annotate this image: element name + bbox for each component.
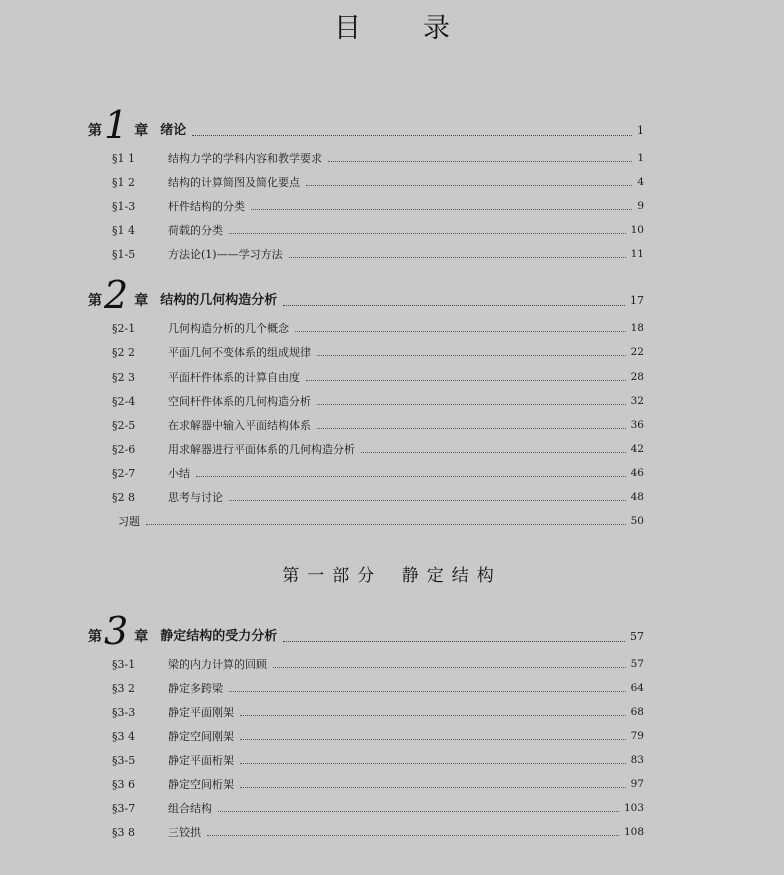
section-number: §2-6 [112, 442, 136, 456]
toc-entry[interactable] [112, 821, 644, 843]
dot-leader [240, 763, 626, 764]
section-title: 结构力学的学科内容和教学要求 [168, 152, 322, 165]
page-number: 83 [630, 754, 644, 766]
toc-entry[interactable] [112, 390, 644, 412]
section-title: 杆件结构的分类 [168, 200, 245, 213]
section-number: §2-7 [112, 466, 136, 480]
section-number: §2 2 [112, 345, 135, 359]
section-title: 小结 [168, 467, 190, 480]
section-number: §1-5 [112, 247, 136, 261]
dot-leader [229, 500, 626, 501]
section-number: §3-7 [112, 801, 136, 815]
page-number: 18 [630, 322, 644, 334]
toc-entry[interactable] [112, 341, 644, 363]
toc-entry[interactable] [112, 366, 644, 388]
section-title: 静定空间桁架 [168, 778, 234, 791]
section-title: 静定多跨梁 [168, 682, 223, 695]
chapter-suffix: 章 [134, 629, 149, 645]
chapter-title: 静定结构的受力分析 [160, 629, 278, 644]
section-number: §3 6 [112, 777, 135, 791]
page-number: 10 [630, 224, 644, 236]
dot-leader [328, 161, 632, 162]
dot-leader [317, 355, 626, 356]
dot-leader [283, 641, 625, 642]
chapter-2-heading[interactable] [88, 273, 644, 317]
dot-leader [207, 835, 619, 836]
section-number: §3-5 [112, 753, 136, 767]
page-number: 108 [623, 826, 644, 838]
dot-leader [229, 233, 626, 234]
page-number: 48 [630, 491, 644, 503]
page-title: 目录 [334, 13, 512, 44]
section-title: 方法论(1)——学习方法 [168, 248, 283, 261]
toc-entry[interactable] [112, 317, 644, 339]
part-title: 静定结构 [401, 566, 502, 586]
section-number: §2-4 [112, 394, 136, 408]
toc-entry[interactable] [112, 773, 644, 795]
section-number: §1 2 [112, 175, 135, 189]
section-number: §2-1 [112, 321, 136, 335]
dot-leader [229, 691, 626, 692]
dot-leader [289, 257, 626, 258]
section-title: 静定空间刚架 [168, 730, 234, 743]
section-number: §3-1 [112, 657, 136, 671]
section-title: 在求解器中输入平面结构体系 [168, 419, 311, 432]
chapter-number: 1 [104, 103, 129, 147]
section-number: §3-3 [112, 705, 136, 719]
dot-leader [192, 135, 632, 136]
page-number: 79 [630, 730, 644, 742]
toc-entry[interactable] [112, 486, 644, 508]
dot-leader [295, 331, 626, 332]
toc-entry[interactable] [112, 701, 644, 723]
page-number: 64 [630, 682, 644, 694]
toc-entry[interactable] [112, 414, 644, 436]
toc-entry-exercises[interactable] [118, 510, 644, 532]
page-number: 17 [630, 294, 644, 307]
page-number: 46 [630, 467, 644, 479]
section-title: 用求解器进行平面体系的几何构造分析 [168, 443, 355, 456]
section-title: 三铰拱 [168, 826, 201, 839]
dot-leader [306, 185, 632, 186]
dot-leader [361, 452, 626, 453]
page-number: 28 [630, 371, 644, 383]
toc-entry[interactable] [112, 195, 644, 217]
chapter-prefix: 第 [88, 293, 102, 309]
section-title: 平面几何不变体系的组成规律 [168, 346, 311, 359]
page-number: 4 [637, 176, 644, 188]
page-number: 1 [637, 152, 644, 164]
page-number: 42 [630, 443, 644, 455]
page-number: 57 [630, 630, 644, 643]
section-title: 荷载的分类 [168, 224, 223, 237]
part-label: 第一部分 [282, 566, 383, 586]
section-number: §3 4 [112, 729, 135, 743]
section-title: 静定平面桁架 [168, 754, 234, 767]
section-number: §2 8 [112, 490, 135, 504]
dot-leader [273, 667, 626, 668]
chapter-title: 结构的几何构造分析 [160, 293, 278, 308]
dot-leader [218, 811, 619, 812]
dot-leader [240, 739, 626, 740]
toc-entry[interactable] [112, 725, 644, 747]
section-number: §3 8 [112, 825, 135, 839]
toc-entry[interactable] [112, 677, 644, 699]
section-title: 组合结构 [168, 802, 212, 815]
toc-entry[interactable] [112, 653, 644, 675]
chapter-prefix: 第 [88, 123, 102, 139]
page-number: 50 [630, 515, 644, 527]
toc-entry[interactable] [112, 147, 644, 169]
toc-entry[interactable] [112, 219, 644, 241]
section-title: 平面杆件体系的计算自由度 [168, 371, 300, 384]
toc-entry[interactable] [112, 243, 644, 265]
section-number: §1 1 [112, 151, 135, 165]
part-heading [0, 561, 784, 586]
chapter-prefix: 第 [88, 629, 102, 645]
chapter-1-heading[interactable] [88, 103, 644, 147]
chapter-number: 3 [104, 609, 129, 653]
page-number: 103 [623, 802, 644, 814]
toc-entry[interactable] [112, 171, 644, 193]
section-number: §2 3 [112, 370, 135, 384]
page-number: 97 [630, 778, 644, 790]
section-title: 思考与讨论 [168, 491, 223, 504]
page-number: 68 [630, 706, 644, 718]
dot-leader [283, 305, 625, 306]
dot-leader [317, 404, 626, 405]
page-number: 9 [637, 200, 644, 212]
toc-entry[interactable] [112, 438, 644, 460]
section-title: 习题 [118, 515, 140, 528]
page-number: 22 [630, 346, 644, 358]
toc-entry[interactable] [112, 797, 644, 819]
chapter-3-heading[interactable] [88, 609, 644, 653]
page-number: 11 [630, 248, 644, 260]
dot-leader [146, 524, 626, 525]
section-title: 结构的计算简图及简化要点 [168, 176, 300, 189]
section-number: §3 2 [112, 681, 135, 695]
dot-leader [251, 209, 632, 210]
dot-leader [306, 380, 626, 381]
dot-leader [240, 715, 626, 716]
section-title: 梁的内力计算的回顾 [168, 658, 267, 671]
toc-entry[interactable] [112, 749, 644, 771]
chapter-number: 2 [104, 273, 129, 317]
section-title: 空间杆件体系的几何构造分析 [168, 395, 311, 408]
chapter-title: 绪论 [160, 123, 187, 138]
section-number: §1 4 [112, 223, 135, 237]
page-number: 57 [630, 658, 644, 670]
page-number: 1 [637, 124, 644, 137]
section-title: 静定平面刚架 [168, 706, 234, 719]
chapter-suffix: 章 [134, 123, 149, 139]
dot-leader [196, 476, 626, 477]
section-title: 几何构造分析的几个概念 [168, 322, 289, 335]
dot-leader [317, 428, 626, 429]
section-number: §1-3 [112, 199, 136, 213]
page-number: 36 [630, 419, 644, 431]
section-number: §2-5 [112, 418, 136, 432]
chapter-suffix: 章 [134, 293, 149, 309]
dot-leader [240, 787, 626, 788]
toc-entry[interactable] [112, 462, 644, 484]
page-number: 32 [630, 395, 644, 407]
